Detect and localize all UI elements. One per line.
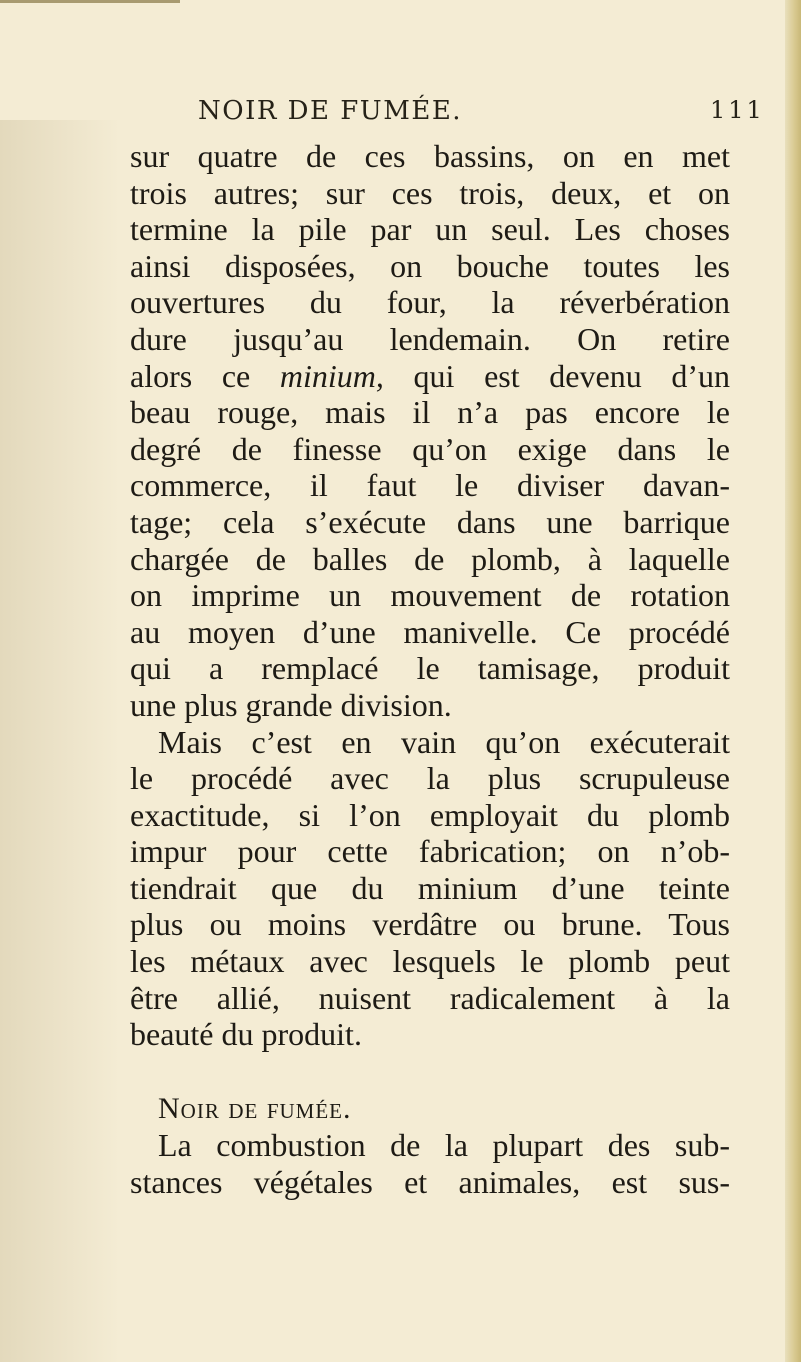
text-line: plus ou moins verdâtre ou brune. Tous bbox=[130, 906, 730, 943]
text-line: ouvertures du four, la réverbération bbox=[130, 284, 730, 321]
text-line: sur quatre de ces bassins, on en met bbox=[130, 138, 730, 174]
text-line: Mais c’est en vain qu’on exécuterait bbox=[158, 723, 730, 760]
text-line: stances végétales et animales, est sus- bbox=[130, 1164, 730, 1201]
section-heading: Noir de fumée. bbox=[158, 1091, 352, 1125]
text-line: exactitude, si l’on employait du plomb bbox=[130, 796, 730, 833]
page-edge bbox=[785, 0, 801, 1362]
text-line: beauté du produit. bbox=[130, 1016, 362, 1053]
text-line bbox=[130, 358, 730, 395]
text-line: ainsi disposées, on bouche toutes les bbox=[130, 247, 730, 284]
text-line: tage; cela s’exécute dans une barrique bbox=[130, 503, 730, 540]
text-line: dure jusqu’au lendemain. On retire bbox=[130, 320, 730, 357]
text-line: le procédé avec la plus scrupuleuse bbox=[130, 760, 730, 797]
text-line: La combustion de la plupart des sub- bbox=[158, 1127, 730, 1164]
gutter-shadow bbox=[0, 120, 120, 1362]
text-line: tiendrait que du minium d’une teinte bbox=[130, 869, 730, 906]
text-line: être allié, nuisent radicalement à la bbox=[130, 979, 730, 1016]
text-line: une plus grande division. bbox=[130, 686, 452, 723]
text-segment: alors ce bbox=[130, 357, 280, 394]
body-text bbox=[130, 138, 730, 1201]
text-line: les métaux avec lesquels le plomb peut bbox=[130, 943, 730, 980]
text-line: au moyen d’une manivelle. Ce procédé bbox=[130, 613, 730, 650]
text-line: commerce, il faut le diviser davan- bbox=[130, 467, 730, 504]
text-line: chargée de balles de plomb, à laquelle bbox=[130, 540, 730, 577]
text-line: beau rouge, mais il n’a pas encore le bbox=[130, 394, 730, 431]
running-title: NOIR DE FUMÉE. bbox=[198, 96, 463, 126]
text-line: on imprime un mouvement de rotation bbox=[130, 577, 730, 614]
text-line: trois autres; sur ces trois, deux, et on bbox=[130, 174, 730, 211]
text-line: impur pour cette fabrication; on n’ob- bbox=[130, 833, 730, 870]
top-rule bbox=[0, 0, 180, 3]
section-gap bbox=[130, 1053, 730, 1091]
text-line: degré de finesse qu’on exige dans le bbox=[130, 430, 730, 467]
text-line: termine la pile par un seul. Les choses bbox=[130, 211, 730, 248]
text-segment: qui est devenu d’un bbox=[383, 357, 730, 394]
italic-term: minium, bbox=[279, 357, 384, 394]
running-head bbox=[0, 96, 801, 136]
page-number: 111 bbox=[710, 96, 765, 124]
text-line: qui a remplacé le tamisage, produit bbox=[130, 650, 730, 687]
